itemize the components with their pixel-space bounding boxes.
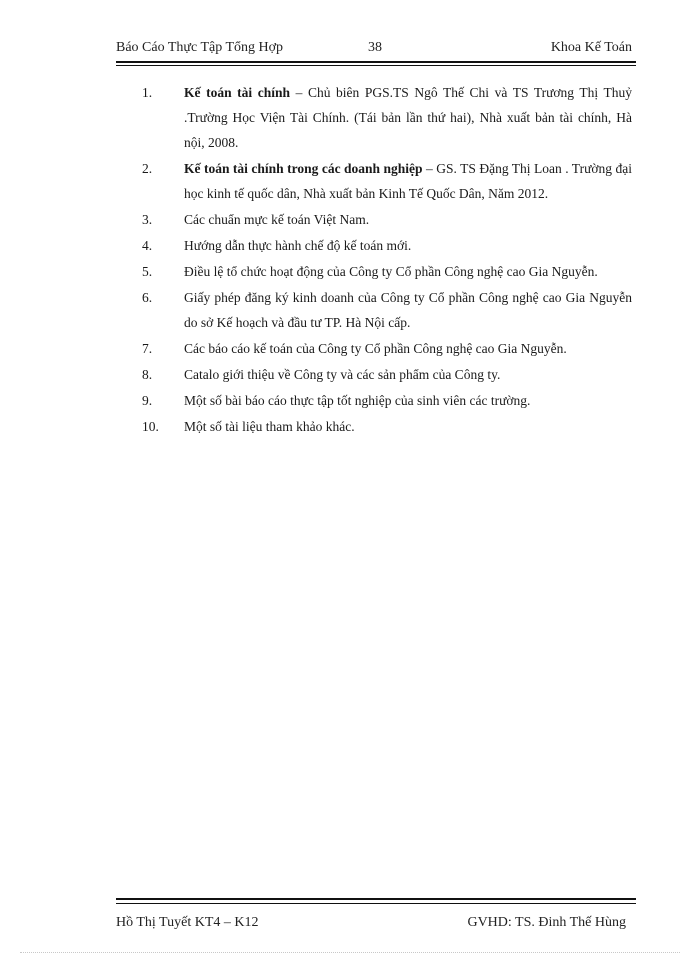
reference-item <box>142 259 632 284</box>
footer-rule-thick <box>116 898 636 900</box>
page-edge-divider <box>20 952 680 953</box>
reference-list <box>142 80 632 440</box>
reference-text: Một số tài liệu tham khảo khác. <box>184 419 355 434</box>
reference-item <box>142 336 632 361</box>
footer-author: Hồ Thị Tuyết KT4 – K12 <box>116 915 259 930</box>
reference-number: 2. <box>142 161 153 176</box>
reference-text: – GS. TS Đặng Thị Loan . Trường đại học kinh tế quốc dân, Nhà xuất bản Kinh Tế Quốc Dân, Năm 2012. <box>184 161 632 201</box>
reference-item <box>142 80 632 155</box>
reference-item <box>142 207 632 232</box>
reference-number: 3. <box>142 212 153 227</box>
page-header <box>116 40 632 62</box>
header-title: Báo Cáo Thực Tập Tổng Hợp <box>116 40 284 55</box>
header-rule-thin <box>116 65 636 66</box>
reference-item <box>142 156 632 206</box>
reference-text: Catalo giới thiệu về Công ty và các sản phẩm của Công ty. <box>184 367 501 382</box>
reference-text: Các báo cáo kế toán của Công ty Cổ phần Công nghệ cao Gia Nguyễn. <box>184 341 567 356</box>
reference-text: Giấy phép đăng ký kinh doanh của Công ty Cổ phần Công nghệ cao Gia Nguyễn do sở Kế hoạch và đầu tư TP. Hà Nội cấp. <box>184 290 632 330</box>
reference-text: Một số bài báo cáo thực tập tốt nghiệp của sinh viên các trường. <box>184 393 531 408</box>
reference-item <box>142 388 632 413</box>
reference-text: Các chuẩn mực kế toán Việt Nam. <box>184 212 370 227</box>
reference-number: 5. <box>142 264 153 279</box>
reference-number: 1. <box>142 85 153 100</box>
reference-number: 8. <box>142 367 153 382</box>
reference-item <box>142 233 632 258</box>
header-rule-thick <box>116 61 636 63</box>
reference-number: 9. <box>142 393 153 408</box>
reference-item <box>142 362 632 387</box>
footer-advisor: GVHD: TS. Đinh Thế Hùng <box>467 915 626 930</box>
reference-text: – Chủ biên PGS.TS Ngô Thế Chi và TS Trương Thị Thuỷ .Trường Học Viện Tài Chính. (Tái bản lần thứ hai), Nhà xuất bản tài chính, Hà nội, 2008. <box>184 85 632 150</box>
reference-number: 10. <box>142 419 159 434</box>
page-number: 38 <box>368 40 382 55</box>
reference-item <box>142 414 632 439</box>
reference-number: 6. <box>142 290 153 305</box>
reference-number: 7. <box>142 341 153 356</box>
reference-number: 4. <box>142 238 153 253</box>
page-footer <box>116 915 626 935</box>
reference-title: Kế toán tài chính trong các doanh nghiệp <box>184 161 423 176</box>
reference-text: Hướng dẫn thực hành chế độ kế toán mới. <box>184 238 412 253</box>
reference-item <box>142 285 632 335</box>
reference-text: Điều lệ tổ chức hoạt động của Công ty Cổ phần Công nghệ cao Gia Nguyễn. <box>184 264 598 279</box>
header-department: Khoa Kế Toán <box>550 40 632 55</box>
footer-rule-thin <box>116 903 636 904</box>
reference-title: Kế toán tài chính <box>184 85 291 100</box>
